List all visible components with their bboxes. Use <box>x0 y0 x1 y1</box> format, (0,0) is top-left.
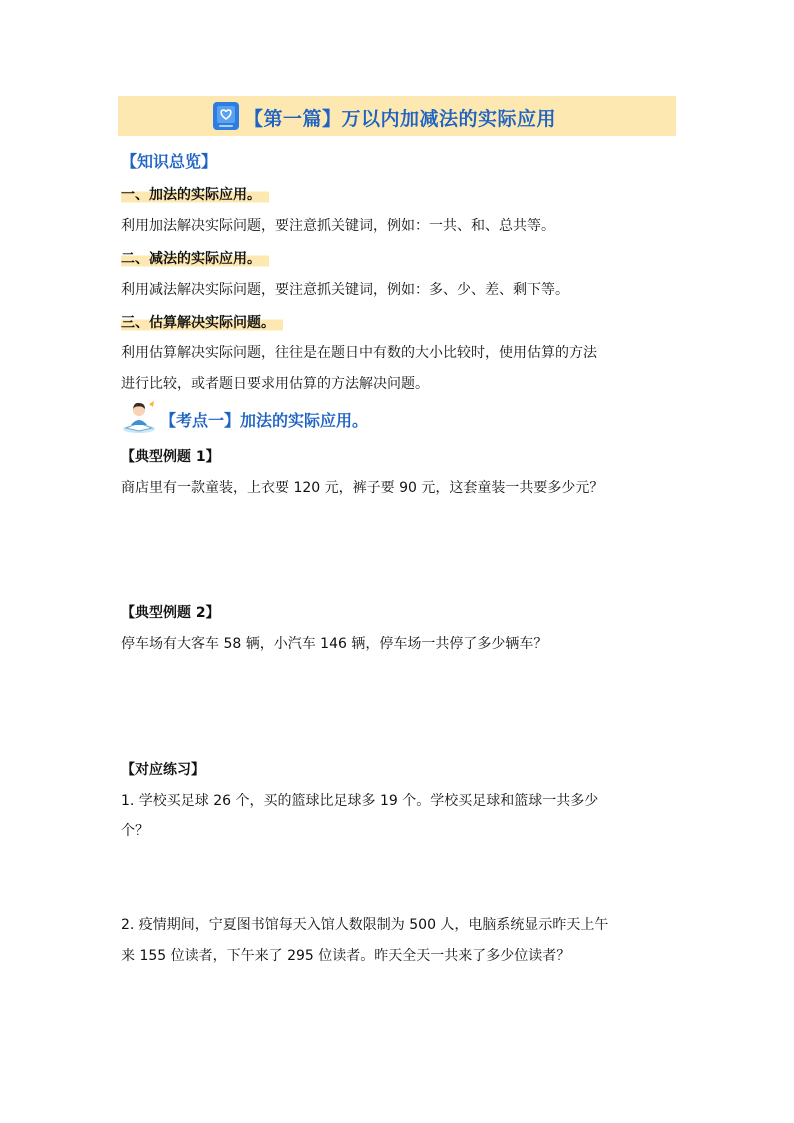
kaodian-heading: 【考点一】加法的实际应用。 <box>160 411 369 430</box>
example-2-text: 停车场有大客车 58 辆，小汽车 146 辆，停车场一共停了多少辆车？ <box>121 636 548 652</box>
practice-question-1-line-1: 1. 学校买足球 26 个，买的篮球比足球多 19 个。学校买足球和篮球一共多少 <box>121 793 599 809</box>
example-1-label: 【典型例题 1】 <box>121 449 220 465</box>
overview-item-3-text-line-2: 进行比较，或者题日要求用估算的方法解决问题。 <box>121 376 429 392</box>
student-reading-icon <box>121 398 157 434</box>
overview-item-3-heading: 三、估算解决实际问题。 <box>121 312 283 332</box>
overview-item-2-heading: 二、减法的实际应用。 <box>121 248 269 268</box>
practice-question-1-line-2: 个？ <box>121 823 149 839</box>
practice-question-2-line-1: 2. 疫情期间，宁夏图书馆每天入馆人数限制为 500 人，电脑系统显示昨天上午 <box>121 917 609 933</box>
heart-clipboard-icon <box>211 100 241 132</box>
example-2-label: 【典型例题 2】 <box>121 605 220 621</box>
overview-item-1-heading: 一、加法的实际应用。 <box>121 184 269 204</box>
overview-item-3-text-line-1: 利用估算解决实际问题，往往是在题日中有数的大小比较时，使用估算的方法 <box>121 345 597 361</box>
practice-question-2-line-2: 来 155 位读者，下午来了 295 位读者。昨天全天一共来了多少位读者？ <box>121 948 571 964</box>
page-title: 【第一篇】万以内加减法的实际应用 <box>244 108 557 130</box>
example-1-text: 商店里有一款童装，上衣要 120 元，裤子要 90 元，这套童装一共要多少元？ <box>121 480 604 496</box>
practice-label: 【对应练习】 <box>121 762 205 778</box>
overview-heading: 【知识总览】 <box>121 152 218 171</box>
overview-item-1-text: 利用加法解决实际问题，要注意抓关键词，例如：一共、和、总共等。 <box>121 218 555 234</box>
overview-item-2-text: 利用减法解决实际问题，要注意抓关键词，例如：多、少、差、剩下等。 <box>121 282 569 298</box>
